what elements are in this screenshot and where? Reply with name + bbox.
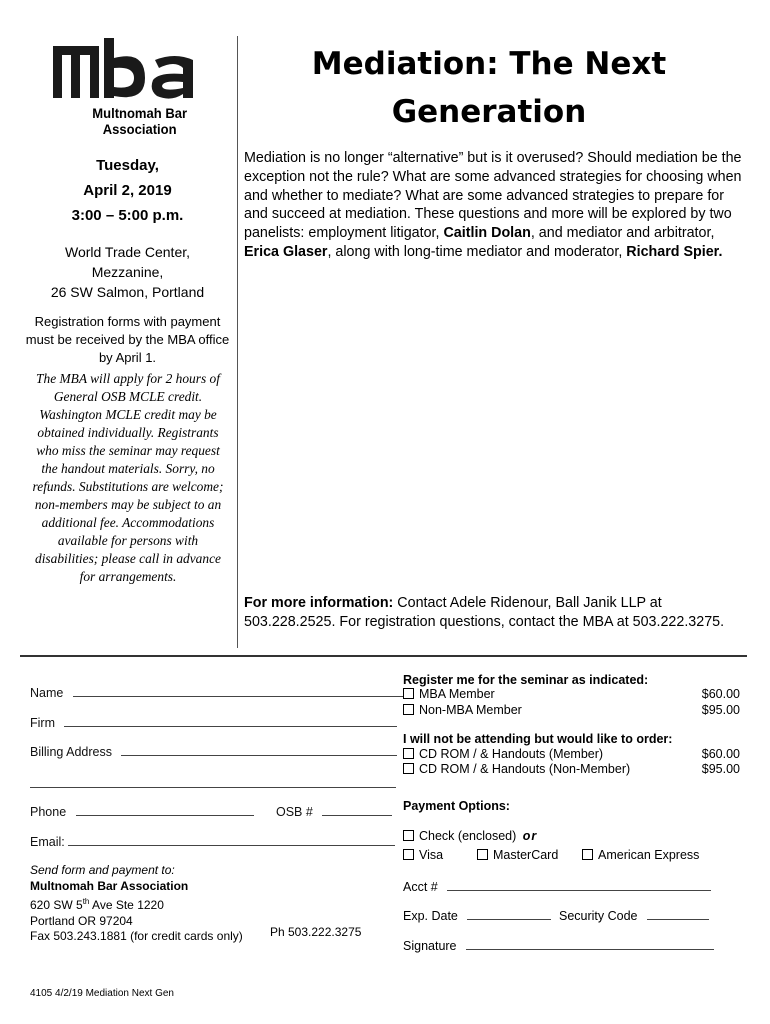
checkbox-icon[interactable] xyxy=(403,849,414,860)
visa-label: Visa xyxy=(419,848,444,862)
checkbox-icon[interactable] xyxy=(403,830,414,841)
sig-input-line[interactable] xyxy=(466,937,714,950)
mastercard-label: MasterCard xyxy=(493,848,559,862)
address-line1-pre: 620 SW 5 xyxy=(30,898,83,912)
register-heading: Register me for the seminar as indicated: xyxy=(403,673,649,687)
name-label: Name xyxy=(30,686,64,700)
phone-number: Ph 503.222.3275 xyxy=(270,925,362,939)
billing-input-line-2[interactable] xyxy=(30,787,396,788)
title-line1: Mediation: The Next xyxy=(311,46,667,82)
amex-label: American Express xyxy=(598,848,700,862)
event-day: Tuesday, xyxy=(96,157,159,174)
event-venue xyxy=(20,242,235,302)
acct-field[interactable] xyxy=(403,878,711,894)
org-name-line1: Multnomah Bar xyxy=(92,105,188,121)
name-input-line[interactable] xyxy=(73,684,403,697)
event-date: April 2, 2019 xyxy=(83,182,172,199)
name-field[interactable] xyxy=(30,684,403,700)
description-mid1: , and mediator and arbitrator, xyxy=(530,225,715,242)
email-label: Email: xyxy=(30,835,65,849)
check-label: Check (enclosed) xyxy=(419,829,517,843)
mba-logo xyxy=(53,38,201,100)
option-mastercard[interactable] xyxy=(477,848,558,862)
sec-input-line[interactable] xyxy=(647,907,709,920)
checkbox-icon[interactable] xyxy=(403,763,414,774)
option-cd-member[interactable] xyxy=(403,747,603,761)
registration-note: Registration forms with payment must be received by the MBA office by April 1. xyxy=(25,314,230,365)
vertical-divider xyxy=(237,36,238,648)
exp-label: Exp. Date xyxy=(403,909,458,923)
osb-input-line[interactable] xyxy=(322,803,392,816)
address-line1-sup: th xyxy=(82,897,90,906)
billing-input-line[interactable] xyxy=(121,743,397,756)
document-id: 4105 4/2/19 Mediation Next Gen xyxy=(30,988,174,999)
price-non-mba-member: $95.00 xyxy=(701,703,740,717)
email-input-line[interactable] xyxy=(68,833,395,846)
description-mid2: , along with long-time mediator and moderator, xyxy=(327,243,627,260)
title-line2: Generation xyxy=(391,94,587,130)
order-heading: I will not be attending but would like to order: xyxy=(403,732,673,746)
description-intro: Mediation is no longer “alternative” but is it overused? Should mediation be the exception not the rule? What are some advanced strategies for choosing when and whether to mediate? What are some advanced strategies to prepare for and succeed at mediation. These questions and more will be explored by two panelists: employment litigator, xyxy=(244,150,742,242)
option-check[interactable] xyxy=(403,829,537,843)
price-cd-non-member: $95.00 xyxy=(701,762,740,776)
acct-label: Acct # xyxy=(403,880,438,894)
sig-label: Signature xyxy=(403,939,457,953)
option-mba-member[interactable] xyxy=(403,687,495,701)
phone-field[interactable] xyxy=(30,803,254,819)
venue-line3: 26 SW Salmon, Portland xyxy=(50,284,205,300)
section-divider xyxy=(20,655,747,657)
billing-address-field[interactable] xyxy=(30,743,397,759)
osb-label: OSB # xyxy=(276,805,313,819)
firm-field[interactable] xyxy=(30,714,397,730)
venue-line1: World Trade Center, xyxy=(64,244,191,260)
phone-label: Phone xyxy=(30,805,67,819)
mailing-address xyxy=(30,863,243,945)
acct-input-line[interactable] xyxy=(447,878,711,891)
option-non-mba-member[interactable] xyxy=(403,703,522,717)
firm-label: Firm xyxy=(30,716,55,730)
price-cd-member: $60.00 xyxy=(701,747,740,761)
checkbox-icon[interactable] xyxy=(477,849,488,860)
credit-note: The MBA will apply for 2 hours of General OSB MCLE credit. Washington MCLE credit may be obtained individually. Registrants who miss the seminar may request the handout materials. Sorry, no refunds. Substitutions are welcome; non-members may be subject to an additional fee. Accommodations available for persons with disabilities; please call in advance for arrangements. xyxy=(32,371,224,584)
page-title xyxy=(268,40,710,136)
address-line2: Portland OR 97204 xyxy=(30,913,133,928)
sec-label: Security Code xyxy=(559,909,638,923)
checkbox-icon[interactable] xyxy=(403,704,414,715)
option-amex[interactable] xyxy=(582,848,699,862)
send-org: Multnomah Bar Association xyxy=(30,878,189,893)
event-time: 3:00 – 5:00 p.m. xyxy=(71,207,184,224)
address-line1-post: Ave Ste 1220 xyxy=(89,898,164,912)
payment-heading: Payment Options: xyxy=(403,799,510,813)
option-visa[interactable] xyxy=(403,848,443,862)
firm-input-line[interactable] xyxy=(64,714,397,727)
send-to-label: Send form and payment to: xyxy=(30,863,175,877)
address-line1 xyxy=(30,894,243,914)
option-cd-non-member[interactable] xyxy=(403,762,630,776)
option-label: CD ROM / & Handouts (Member) xyxy=(419,747,604,761)
moderator: Richard Spier. xyxy=(626,243,723,260)
checkbox-icon[interactable] xyxy=(403,688,414,699)
signature-field[interactable] xyxy=(403,937,714,953)
org-name xyxy=(82,105,212,137)
more-information xyxy=(244,594,744,632)
fax-number: Fax 503.243.1881 (for credit cards only) xyxy=(30,929,243,943)
price-mba-member: $60.00 xyxy=(701,687,740,701)
more-info-text: Contact Adele Ridenour, Ball Janik LLP at 503.228.2525. For registration questions, contact the MBA at 503.222.3275. xyxy=(244,595,725,630)
checkbox-icon[interactable] xyxy=(403,748,414,759)
panelist-2: Erica Glaser xyxy=(244,243,328,260)
org-name-line2: Association xyxy=(102,121,177,137)
exp-input-line[interactable] xyxy=(467,907,551,920)
panelist-1: Caitlin Dolan xyxy=(443,225,531,242)
checkbox-icon[interactable] xyxy=(582,849,593,860)
or-label: or xyxy=(522,829,538,843)
osb-field[interactable] xyxy=(276,803,392,819)
event-description xyxy=(244,149,744,262)
venue-line2: Mezzanine, xyxy=(91,264,164,280)
exp-date-field[interactable] xyxy=(403,907,551,923)
security-code-field[interactable] xyxy=(559,907,709,923)
option-label: Non-MBA Member xyxy=(419,703,522,717)
option-label: CD ROM / & Handouts (Non-Member) xyxy=(419,762,631,776)
billing-label: Billing Address xyxy=(30,745,112,759)
more-info-label: For more information: xyxy=(244,595,394,611)
email-field[interactable] xyxy=(30,833,395,849)
option-label: MBA Member xyxy=(419,687,495,701)
phone-input-line[interactable] xyxy=(76,803,254,816)
